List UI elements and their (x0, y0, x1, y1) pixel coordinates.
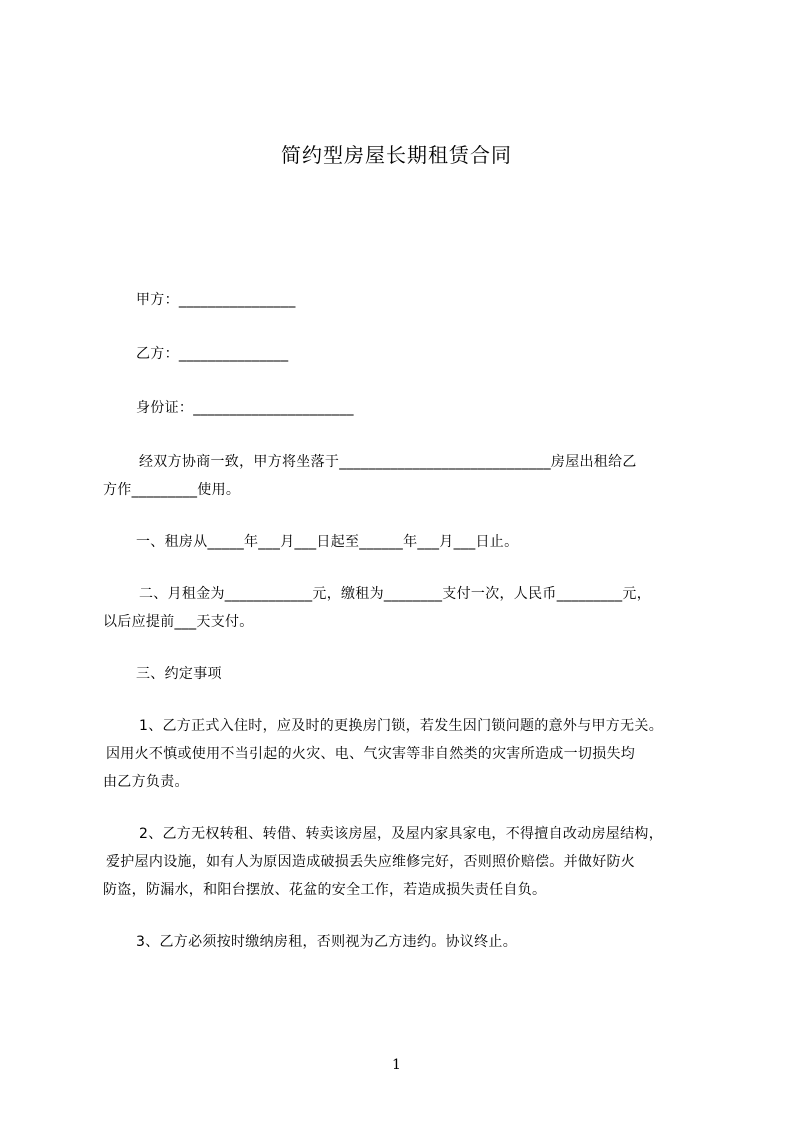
item-3-line-1: 3、乙方必须按时缴纳房租，否则视为乙方违约。协议终止。 (136, 934, 518, 950)
intro-line-1: 经双方协商一致，甲方将坐落于_____________________________房屋出租给乙 (139, 454, 637, 470)
item-1-line-3: 由乙方负责。 (103, 774, 189, 790)
clause-2-line-1: 二、月租金为____________元，缴租为________支付一次，人民币_________元， (139, 586, 651, 602)
intro-line-2: 方作_________使用。 (103, 482, 241, 498)
page-number: 1 (392, 1057, 401, 1073)
clause-1: 一、租房从_____年___月___日起至______年___月___日止。 (136, 534, 519, 550)
page-title: 简约型房屋长期租赁合同 (281, 143, 512, 167)
party-b-line: 乙方：_______________ (136, 346, 289, 362)
clause-3-heading: 三、约定事项 (136, 666, 222, 682)
clause-2-line-2: 以后应提前___天支付。 (103, 614, 254, 630)
party-a-line: 甲方：________________ (136, 292, 296, 308)
item-1-line-2: 因用火不慎或使用不当引起的火灾、电、气灾害等非自然类的灾害所造成一切损失均 (106, 746, 636, 762)
item-2-line-2: 爱护屋内设施，如有人为原因造成破损丢失应维修完好，否则照价赔偿。并做好防火 (106, 854, 636, 870)
item-2-line-3: 防盗，防漏水，和阳台摆放、花盆的安全工作，若造成损失责任自负。 (103, 882, 547, 898)
item-1-line-1: 1、乙方正式入住时，应及时的更换房门锁，若发生因门锁问题的意外与甲方无关。 (139, 718, 664, 734)
item-2-line-1: 2、乙方无权转租、转借、转卖该房屋，及屋内家具家电，不得擅自改动房屋结构， (139, 826, 664, 842)
id-card-line: 身份证：______________________ (136, 400, 354, 416)
